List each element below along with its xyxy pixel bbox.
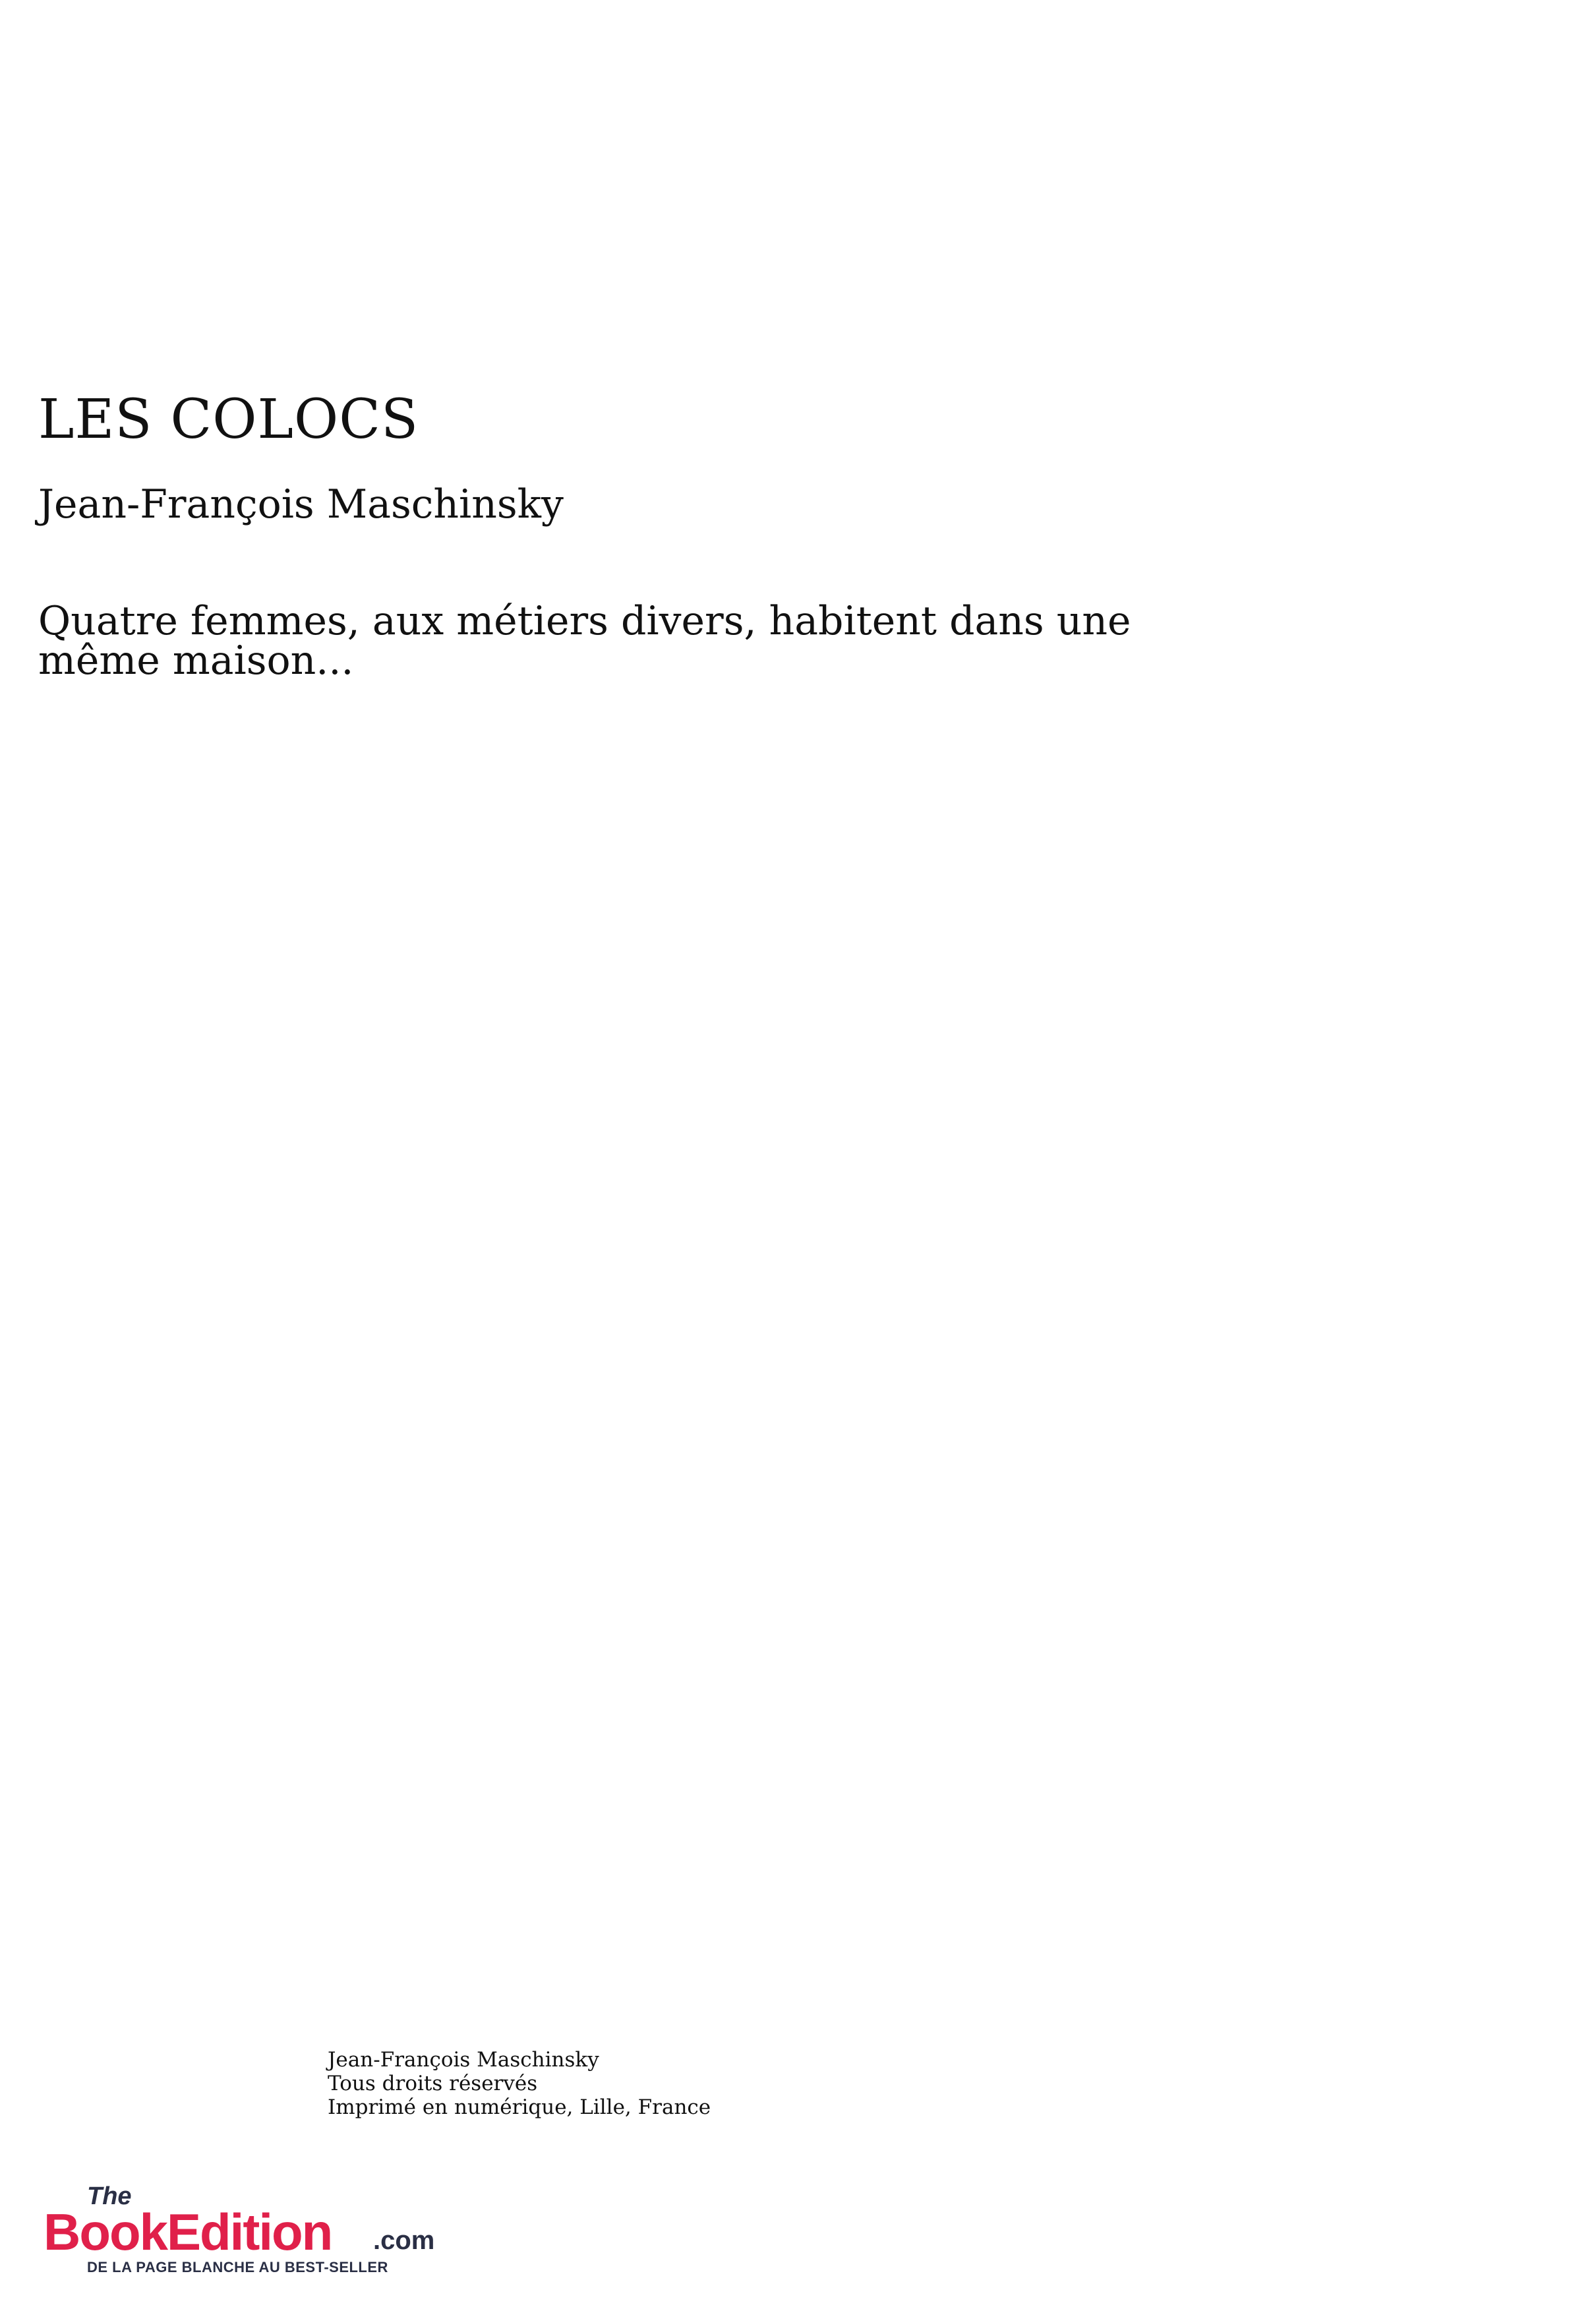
- book-title: LES COLOCS: [38, 388, 419, 451]
- logo-the-text: The: [87, 2182, 132, 2210]
- imprint-printed: Imprimé en numérique, Lille, France: [328, 2095, 711, 2119]
- logo-name-text: BookEdition: [44, 2203, 332, 2261]
- imprint-author: Jean-François Maschinsky: [328, 2048, 599, 2072]
- logo-tagline: DE LA PAGE BLANCHE AU BEST-SELLER: [87, 2259, 388, 2275]
- book-author: Jean-François Maschinsky: [38, 481, 564, 527]
- imprint-block: [328, 2048, 711, 2119]
- publisher-logo: [44, 2182, 439, 2275]
- imprint-rights: Tous droits réservés: [328, 2072, 538, 2095]
- logo-domain-text: .com: [373, 2226, 435, 2255]
- book-blurb: Quatre femmes, aux métiers divers, habitent dans une même maison...: [38, 598, 1131, 684]
